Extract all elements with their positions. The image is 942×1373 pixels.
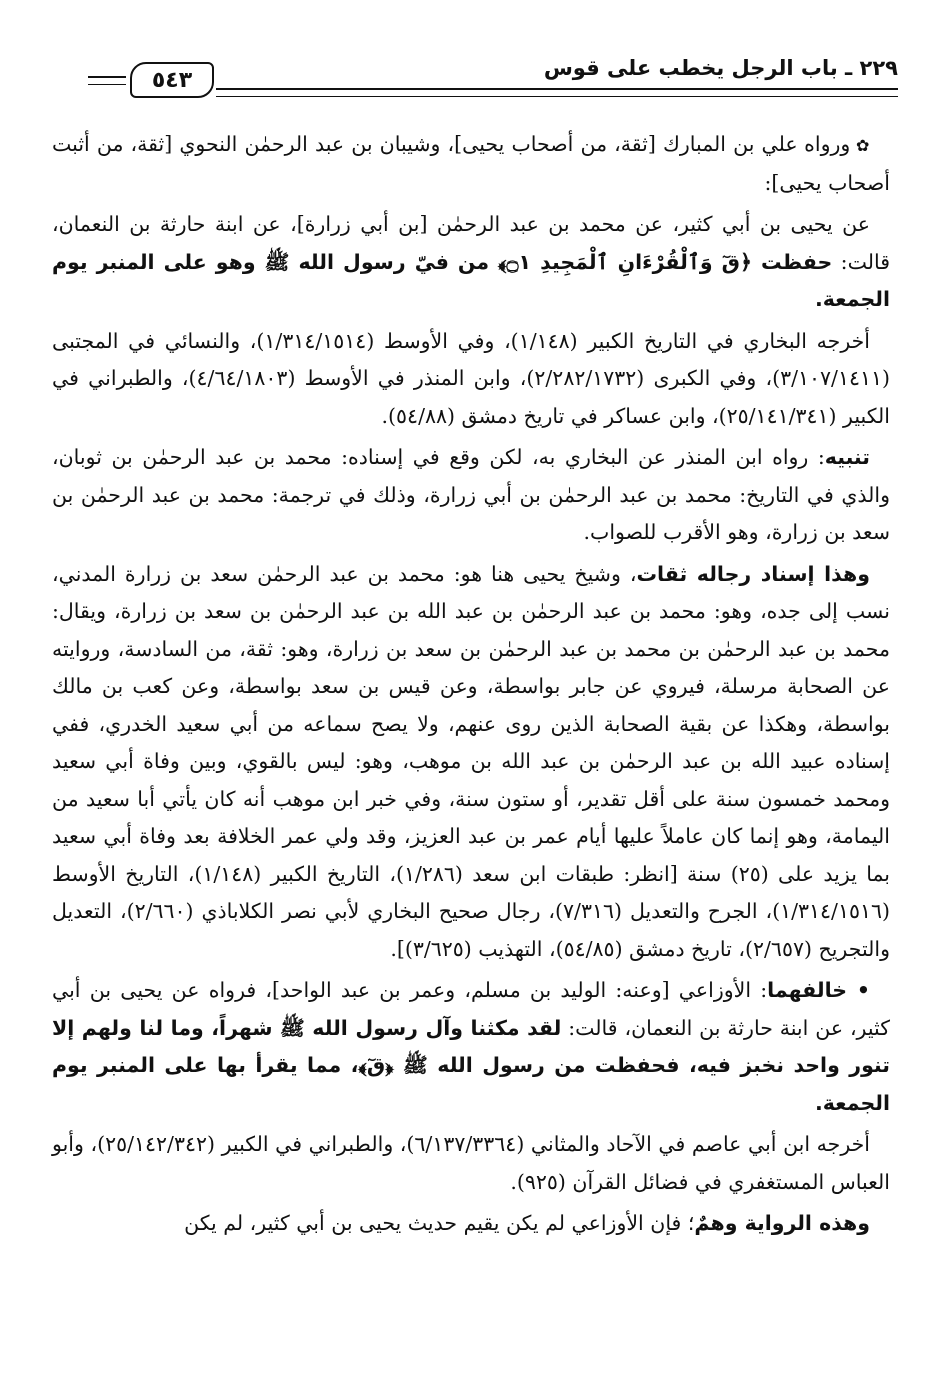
body-text: أخرجه البخاري في التاريخ الكبير (١/١٤٨)، وفي الأوسط (١/٣١٤/١٥١٤)، والنسائي في المجتبى (٣/١٠٧/١٤١١)، وفي الكبرى (٢/٢٨٢/١٧٣٢)، وابن المنذر في الأوسط (٤/٦٤/١٨٠٣)، والطبراني في الكبير (٢٥/١٤١/٣٤١)، وابن عساكر في تاريخ دمشق (٥٤/٨٨). (52, 328, 890, 428)
bold-text: وهذه الرواية وهمٌ (694, 1211, 870, 1235)
paragraph-p4 (52, 439, 890, 552)
page-number-frame (130, 62, 214, 98)
body-text: ورواه علي بن المبارك [ثقة، من أصحاب يحيى]، وشيبان بن عبد الرحمٰن النحوي [ثقة، من أثبت أصحاب يحيى]: (52, 132, 890, 195)
bold-text: وهذا إسناد رجاله ثقات (636, 561, 870, 586)
body-text: عن يحيى بن أبي كثير، عن محمد بن عبد الرحمٰن [بن أبي زرارة]، عن ابنة حارثة بن النعمان، قالت: (52, 212, 890, 274)
page-body (52, 126, 890, 1247)
paragraph-p3 (52, 323, 890, 436)
header-rule (216, 88, 898, 97)
body-text: ؛ فإن الأوزاعي لم يكن يقيم حديث يحيى بن أبي كثير، لم يكن (184, 1211, 695, 1235)
paragraph-p2 (52, 206, 890, 319)
paragraph-p5 (52, 556, 890, 969)
paragraph-p6 (52, 972, 890, 1122)
bold-text: لقد مكثنا وآل رسول الله ﷺ شهراً، وما لنا ولهم إلا تنور واحد نخبز فيه، فحفظت من رسول الله ﷺ ﴿قٓ﴾، مما يقرأ بها على المنبر يوم الجمعة. (52, 1015, 890, 1115)
flower-ornament: ✿ (850, 136, 871, 155)
bold-text: حفظت ﴿قٓ وَٱلْقُرْءَانِ ٱلْمَجِيدِ ۝١﴾ من فيّ رسول الله ﷺ وهو على المنبر يوم الجمعة. (52, 249, 890, 311)
bold-text: • خالفهما (767, 978, 870, 1002)
body-text: : الأوزاعي [وعنه: الوليد بن مسلم، وعمر بن عبد الواحد]، فرواه عن يحيى بن أبي كثير، عن ابنة حارثة بن النعمان، قالت: (52, 978, 891, 1040)
paragraph-p1 (52, 126, 890, 202)
body-text: أخرجه ابن أبي عاصم في الآحاد والمثاني (٦/١٣٧/٣٣٦٤)، والطبراني في الكبير (٢٥/١٤٢/٣٤٢)، وأبو العباس المستغفري في فضائل القرآن (٩٢٥). (52, 1132, 890, 1194)
bold-text: تنبيه (824, 445, 870, 469)
chapter-title: ٢٢٩ ـ باب الرجل يخطب على قوس (543, 56, 898, 80)
header-rule-left (88, 76, 126, 85)
page-number: ٥٤٣ (151, 67, 193, 93)
paragraph-p8 (52, 1205, 890, 1243)
page-header (88, 56, 898, 106)
paragraph-p7 (52, 1126, 890, 1201)
body-text: ، وشيخ يحيى هنا هو: محمد بن عبد الرحمٰن سعد بن زرارة المدني، نسب إلى جده، وهو: محمد بن عبد الرحمٰن بن عبد الله بن عبد الرحمٰن بن سعد بن زرارة، ويقال: محمد بن عبد الرحمٰن بن محمد بن عبد الرحمٰن بن سعد بن زرارة، وهو: ثقة، من السادسة، وروايته عن الصحابة مرسلة، فيروي عن جابر بواسطة، وعن قيس بن سعد بواسطة، وعن كعب بن مالك بواسطة، وهكذا عن بقية الصحابة الذين روى عنهم، ولا يصح سماعه من أبي سعيد الخدري، ففي إسناده عبيد الله بن عبد الرحمٰن بن عبد الله بن موهب، وهو: ليس بالقوي، وبين وفاة أبي سعيد ومحمد خمسون سنة على أقل تقدير، أو ستون سنة، وفي خبر ابن موهب أنه كان يأتي أبا سعيد من اليمامة، وهو إنما كان عاملاً عليها أيام عمر بن عبد العزيز، وقد ولي عمر الخلافة بعد وفاة أبي سعيد بما يزيد على (٢٥) سنة [انظر: طبقات ابن سعد (١/٢٨٦)، التاريخ الكبير (١/١٤٨)، التاريخ الأوسط (١/٣١٤/١٥١٦)، الجرح والتعديل (٧/٣١٦)، رجال صحيح البخاري لأبي نصر الكلاباذي (٢/٦٦٠)، التعديل والتجريح (٢/٦٥٧)، تاريخ دمشق (٥٤/٨٥)، التهذيب (٣/٦٢٥)]. (52, 561, 891, 961)
body-text: : رواه ابن المنذر عن البخاري به، لكن وقع في إسناده: محمد بن عبد الرحمٰن بن ثوبان، والذي في التاريخ: محمد بن عبد الرحمٰن بن أبي زرارة، وذلك في ترجمة: محمد بن عبد الرحمٰن بن سعد بن زرارة، وهو الأقرب للصواب. (52, 445, 890, 544)
